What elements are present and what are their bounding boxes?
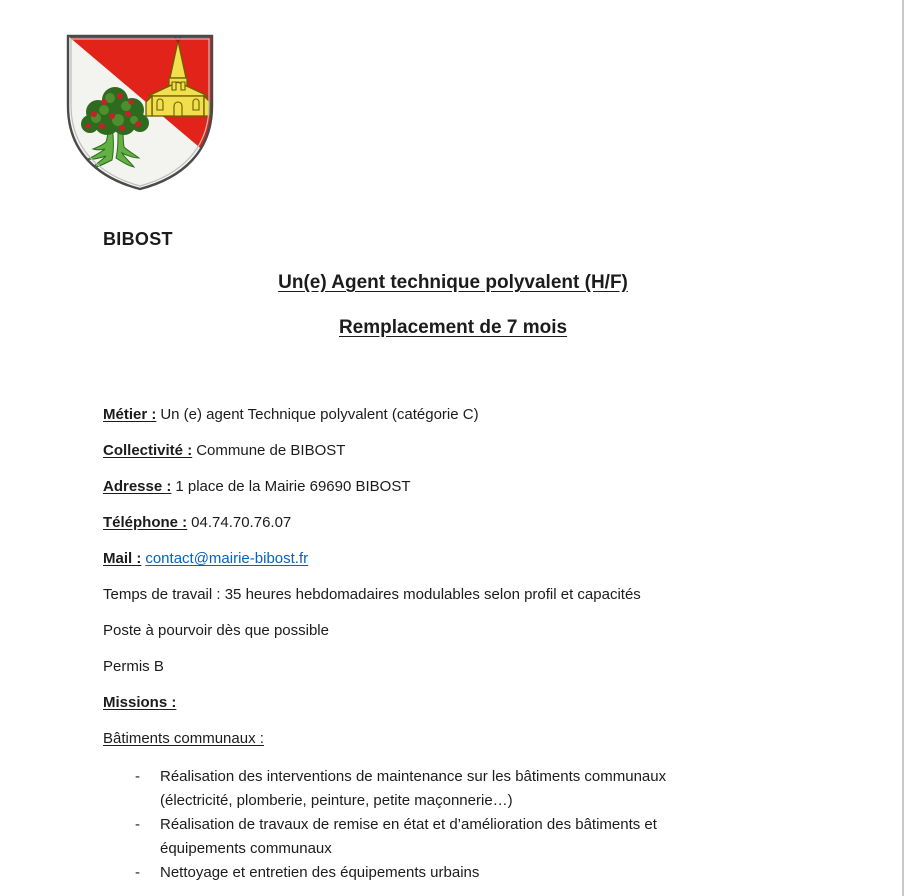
bullet-item-maintenance <box>103 765 826 813</box>
bibost-coat-of-arms <box>60 28 220 196</box>
page-right-edge <box>902 0 904 896</box>
bullet-text: Réalisation de travaux de remise en état et d’amélioration des bâtiments et équipements communaux <box>160 816 657 857</box>
bullet-text: Nettoyage et entretien des équipements urbains <box>160 864 480 881</box>
commune-name: BIBOST <box>103 229 173 249</box>
field-value-metier: Un (e) agent Technique polyvalent (catégorie C) <box>160 406 479 423</box>
field-row-collectivite <box>103 441 826 460</box>
bullet-dash: - <box>135 864 140 881</box>
field-row-mail <box>103 549 826 568</box>
field-row-telephone <box>103 513 826 532</box>
document-body <box>103 405 826 885</box>
info-line-poste: Poste à pourvoir dès que possible <box>103 622 329 639</box>
missions-bullet-list <box>103 765 826 885</box>
bullet-text: Réalisation des interventions de maintenance sur les bâtiments communaux (électricité, plomberie, peinture, petite maçonnerie…) <box>160 768 667 809</box>
field-label-adresse: Adresse : <box>103 478 172 495</box>
field-row-adresse <box>103 477 826 496</box>
info-line-permis: Permis B <box>103 658 164 675</box>
field-label-telephone: Téléphone : <box>103 514 188 531</box>
coat-of-arms-graphic <box>60 28 220 196</box>
bullet-dash: - <box>135 816 140 833</box>
field-value-adresse: 1 place de la Mairie 69690 BIBOST <box>175 478 411 495</box>
field-label-mail: Mail : <box>103 550 142 567</box>
job-title: Un(e) Agent technique polyvalent (H/F) <box>278 272 628 293</box>
email-link[interactable]: contact@mairie-bibost.fr <box>145 550 309 567</box>
batiments-heading: Bâtiments communaux : <box>103 730 264 747</box>
field-row-metier <box>103 405 826 424</box>
info-line-temps-travail: Temps de travail : 35 heures hebdomadaires modulables selon profil et capacités <box>103 586 641 603</box>
duration-title: Remplacement de 7 mois <box>338 317 568 338</box>
field-value-telephone: 04.74.70.76.07 <box>191 514 292 531</box>
bullet-item-remise-en-etat <box>103 813 826 861</box>
bullet-dash: - <box>135 768 140 785</box>
missions-heading: Missions : <box>103 694 177 711</box>
field-label-collectivite: Collectivité : <box>103 442 193 459</box>
field-label-metier: Métier : <box>103 406 157 423</box>
bullet-item-nettoyage <box>103 861 826 885</box>
field-value-collectivite: Commune de BIBOST <box>196 442 346 459</box>
